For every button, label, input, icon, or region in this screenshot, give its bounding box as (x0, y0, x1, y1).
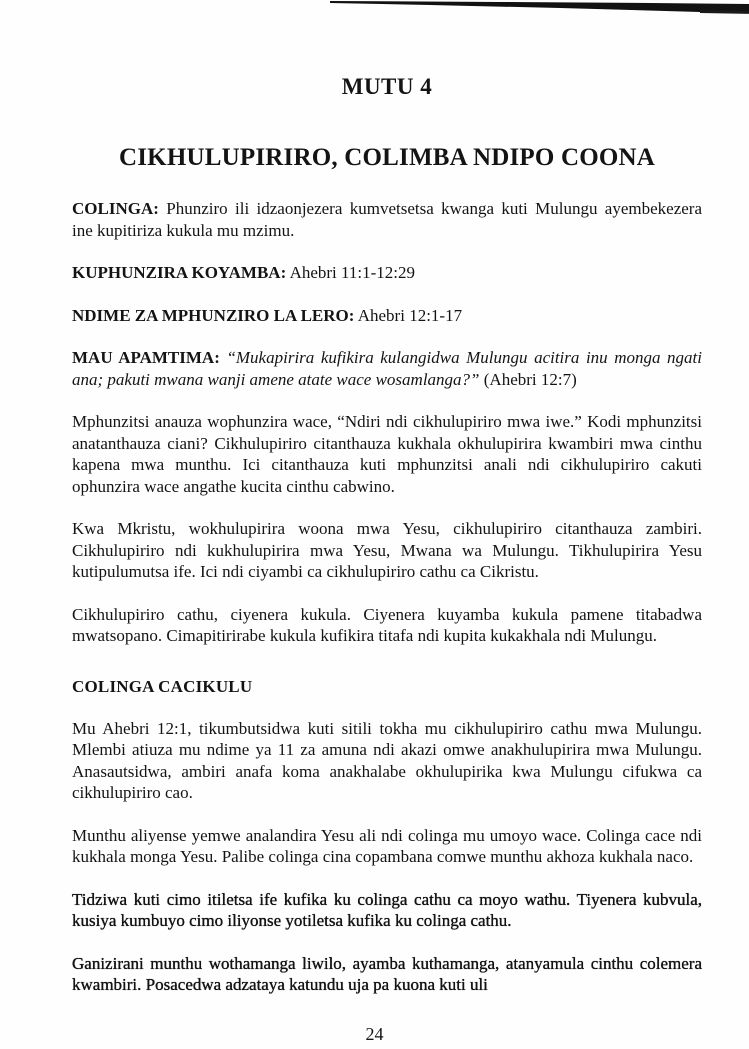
paragraph-ndime (72, 305, 702, 327)
paragraph-kuphunzira (72, 262, 702, 284)
body-paragraph: Kwa Mkristu, wokhulupirira woona mwa Yesu, cikhulupiriro citanthauza zambiri. Cikhulupiriro ndi kukhulupirira mwa Yesu, Mwana wa Mulungu. Tikhulupirira Yesu kutipulumutsa ife. Ici ndi ciyambi ca cikhulupiriro cathu ca Cikristu. (72, 519, 702, 581)
body-paragraph: Mu Ahebri 12:1, tikumbutsidwa kuti sitili tokha mu cikhulupiriro cathu mwa Mulungu. Mlembi atiuza mu ndime ya 11 za amuna ndi akazi omwe anakhulupirira mwa Mulungu. Anasautsidwa, ambiri anafa koma anakhalabe okhulupirika kwa Mulungu cifukwa ca cikhulupiriro cao. (72, 718, 702, 802)
kuphunzira-text: Ahebri 11:1-12:29 (289, 263, 415, 282)
paragraph-mau-apamtima (72, 347, 702, 390)
chapter-heading: CIKHULUPIRIRO, COLIMBA NDIPO COONA (119, 144, 655, 171)
paragraph-colinga (72, 198, 702, 241)
chapter-number: MUTU 4 (341, 74, 433, 99)
body-paragraph: Mphunzitsi anauza wophunzira wace, “Ndiri ndi cikhulupiriro mwa iwe.” Kodi mphunzitsi anatanthauza ciani? Cikhulupiriro citanthauza kukhala okhulupirira kwambiri mwa cinthu kapena mwa munthu. Ici citanthauza kuti mphunzitsi anali ndi cikhulupiriro cakuti ophunzira wace angathe kucita cinthu cabwino. (72, 412, 702, 496)
body-paragraph: Ganizirani munthu wothamanga liwilo, ayamba kuthamanga, atanyamula cinthu colemera kwambiri. Posacedwa adzataya katundu uja pa kuona kuti uli (72, 953, 702, 994)
mau-quote: “Mukapirira kufikira kulangidwa Mulungu acitira inu monga ngati ana; pakuti mwana wanji amene atate wace wosamlanga?” (72, 348, 702, 389)
colinga-label: COLINGA: (72, 199, 159, 218)
ndime-text: Ahebri 12:1-17 (357, 305, 463, 325)
body-paragraph: Munthu aliyense yemwe analandira Yesu ali ndi colinga mu umoyo wace. Colinga cace ndi kukhala monga Yesu. Palibe colinga cina copambana comwe munthu akhoza kukhala naco. (72, 825, 702, 866)
page-number: 24 (365, 1024, 384, 1044)
body-paragraph: Tidziwa kuti cimo itiletsa ife kufika ku colinga cathu ca moyo wathu. Tiyenera kubvula, kusiya kumbuyo cimo iliyonse yotiletsa kufika ku colinga cathu. (72, 889, 702, 930)
page-content (72, 0, 702, 996)
mau-reference: (Ahebri 12:7) (483, 369, 577, 389)
section-subheading: COLINGA CACIKULU (72, 676, 253, 696)
mau-label: MAU APAMTIMA: (72, 348, 220, 367)
colinga-text: Phunziro ili idzaonjezera kumvetsetsa kwanga kuti Mulungu ayembekezera ine kupitiriza kukula mu mzimu. (72, 199, 703, 240)
kuphunzira-label: KUPHUNZIRA KOYAMBA: (72, 263, 287, 282)
ndime-label: NDIME ZA MPHUNZIRO LA LERO: (72, 305, 355, 325)
body-paragraph: Cikhulupiriro cathu, ciyenera kukula. Ciyenera kuyamba kukula pamene titabadwa mwatsopano. Cimapitirirabe kukula kufikira titafa ndi kupita kukakhala ndi Mulungu. (72, 604, 702, 645)
